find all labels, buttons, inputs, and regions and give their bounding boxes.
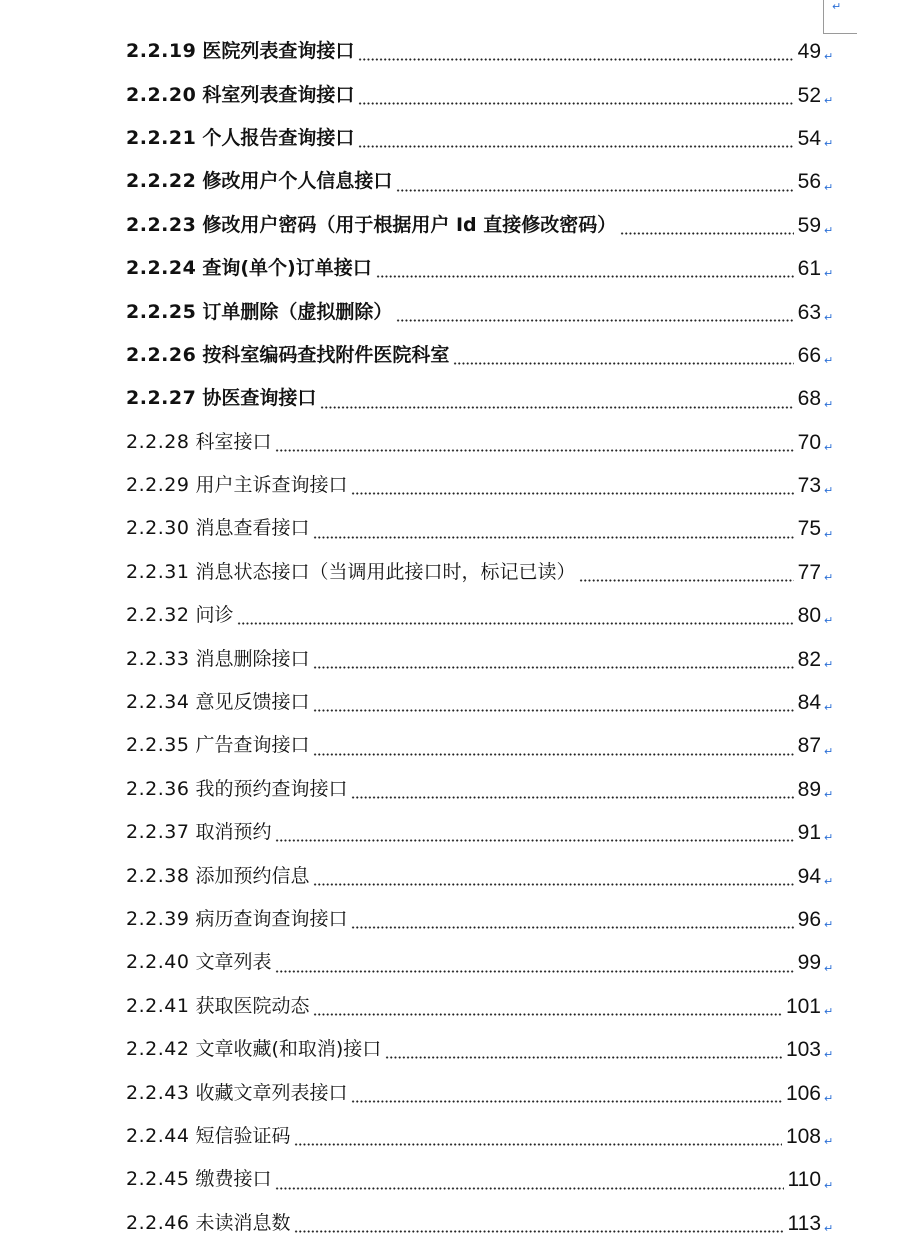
toc-entry-number: 2.2.30	[126, 517, 190, 540]
toc-dot-leader	[396, 319, 793, 322]
toc-entry[interactable]	[126, 507, 836, 550]
toc-entry-title: 修改用户个人信息接口	[202, 170, 393, 193]
toc-entry-number: 2.2.29	[126, 474, 190, 497]
paragraph-mark-icon: ↵	[832, 0, 842, 13]
toc-entry[interactable]	[126, 1028, 836, 1071]
toc-entry-page: 66	[797, 343, 821, 367]
toc-entry-title: 问诊	[195, 604, 234, 627]
toc-entry[interactable]	[126, 637, 836, 680]
toc-dot-leader	[275, 970, 793, 973]
toc-entry-page: 94	[797, 864, 821, 888]
toc-entry-page: 59	[797, 213, 821, 237]
toc-entry[interactable]	[126, 334, 836, 377]
toc-entry-page: 63	[797, 300, 821, 324]
toc-entry-title: 取消预约	[195, 821, 272, 844]
toc-entry[interactable]	[126, 724, 836, 767]
paragraph-mark-icon: ↵	[824, 744, 834, 758]
toc-entry-number: 2.2.38	[126, 864, 190, 887]
toc-entry-title: 订单删除（虚拟删除）	[202, 300, 393, 323]
paragraph-mark-icon: ↵	[824, 961, 834, 975]
toc-entry-number: 2.2.23	[126, 213, 197, 236]
toc-entry-title: 文章收藏(和取消)接口	[195, 1038, 382, 1061]
toc-entry-page: 52	[797, 83, 821, 107]
toc-dot-leader	[453, 362, 793, 365]
toc-entry-page: 77	[797, 560, 821, 584]
toc-entry[interactable]	[126, 1071, 836, 1114]
toc-entry-title: 医院列表查询接口	[202, 40, 355, 63]
toc-entry-page: 99	[797, 951, 821, 975]
toc-entry-title: 科室列表查询接口	[202, 83, 355, 106]
toc-entry-title: 文章列表	[195, 951, 272, 974]
toc-dot-leader	[275, 839, 793, 842]
toc-entry-page: 96	[797, 908, 821, 931]
paragraph-mark-icon: ↵	[824, 93, 834, 107]
toc-entry-title: 短信验证码	[195, 1124, 291, 1147]
toc-entry-number: 2.2.42	[126, 1038, 190, 1061]
toc-entry[interactable]	[126, 117, 836, 160]
toc-entry-title: 病历查询查询接口	[195, 908, 348, 930]
paragraph-mark-icon: ↵	[824, 527, 834, 541]
toc-entry-title: 缴费接口	[195, 1168, 272, 1191]
toc-dot-leader	[376, 275, 794, 278]
toc-entry-title: 消息查看接口	[195, 517, 310, 540]
paragraph-mark-icon: ↵	[824, 918, 834, 932]
toc-dot-leader	[294, 1143, 782, 1146]
toc-entry-page: 103	[785, 1038, 821, 1062]
toc-entry-number: 2.2.40	[126, 951, 190, 974]
toc-entry-page: 113	[787, 1211, 821, 1235]
toc-entry-number: 2.2.27	[126, 387, 197, 410]
toc-entry[interactable]	[126, 985, 836, 1028]
toc-entry[interactable]	[126, 681, 836, 724]
toc-entry-page: 101	[785, 994, 821, 1018]
toc-entry-page: 49	[797, 40, 821, 64]
toc-dot-leader	[313, 536, 793, 539]
paragraph-mark-icon: ↵	[824, 223, 834, 237]
toc-entry-title: 广告查询接口	[195, 734, 310, 757]
toc-entry-number: 2.2.26	[126, 343, 197, 366]
table-of-contents	[126, 30, 836, 1245]
toc-entry-page: 91	[797, 821, 821, 845]
toc-entry[interactable]	[126, 1202, 836, 1245]
paragraph-mark-icon: ↵	[824, 1091, 834, 1105]
toc-entry-page: 106	[785, 1081, 821, 1105]
toc-dot-leader	[579, 579, 793, 582]
toc-entry-title: 获取医院动态	[195, 994, 310, 1017]
toc-entry-title: 添加预约信息	[195, 864, 310, 887]
toc-entry-page: 108	[785, 1124, 821, 1148]
paragraph-mark-icon: ↵	[824, 1178, 834, 1192]
toc-entry-title: 我的预约查询接口	[195, 777, 348, 800]
toc-dot-leader	[320, 406, 793, 409]
toc-entry-page: 80	[797, 604, 821, 628]
toc-entry-number: 2.2.24	[126, 257, 197, 280]
toc-dot-leader	[351, 926, 793, 929]
toc-dot-leader	[275, 449, 793, 452]
paragraph-mark-icon: ↵	[824, 788, 834, 802]
toc-entry-page: 73	[797, 474, 821, 498]
toc-entry-number: 2.2.35	[126, 734, 190, 757]
page-margin-corner	[823, 0, 857, 34]
toc-entry[interactable]	[126, 898, 836, 941]
toc-entry-page: 84	[797, 691, 821, 715]
paragraph-mark-icon: ↵	[824, 1048, 834, 1062]
paragraph-mark-icon: ↵	[824, 484, 834, 498]
toc-entry-number: 2.2.31	[126, 560, 190, 583]
toc-entry-number: 2.2.34	[126, 691, 190, 714]
toc-entry-title: 用户主诉查询接口	[195, 474, 348, 497]
toc-entry[interactable]	[126, 768, 836, 811]
toc-entry-title: 意见反馈接口	[195, 691, 310, 714]
toc-entry[interactable]	[126, 464, 836, 507]
toc-entry-page: 61	[797, 257, 821, 281]
toc-entry-number: 2.2.44	[126, 1124, 190, 1147]
toc-entry[interactable]	[126, 30, 836, 73]
toc-dot-leader	[358, 58, 793, 61]
paragraph-mark-icon: ↵	[824, 354, 834, 368]
toc-entry-title: 消息状态接口（当调用此接口时，标记已读）	[195, 560, 576, 583]
toc-entry-number: 2.2.32	[126, 604, 190, 627]
toc-entry-title: 查询(单个)订单接口	[202, 257, 372, 280]
toc-dot-leader	[313, 709, 793, 712]
toc-entry-number: 2.2.21	[126, 126, 197, 149]
toc-entry[interactable]	[126, 160, 836, 203]
toc-dot-leader	[294, 1230, 783, 1233]
paragraph-mark-icon: ↵	[824, 701, 834, 715]
toc-entry[interactable]	[126, 854, 836, 897]
toc-dot-leader	[237, 622, 793, 625]
paragraph-mark-icon: ↵	[824, 657, 834, 671]
toc-entry[interactable]	[126, 551, 836, 594]
toc-entry-number: 2.2.28	[126, 430, 190, 453]
toc-entry[interactable]	[126, 377, 836, 420]
paragraph-mark-icon: ↵	[824, 874, 834, 888]
toc-entry-page: 68	[797, 387, 821, 411]
toc-entry-number: 2.2.37	[126, 821, 190, 844]
toc-entry-page: 110	[787, 1168, 821, 1192]
paragraph-mark-icon: ↵	[824, 267, 834, 281]
toc-entry[interactable]	[126, 941, 836, 984]
toc-entry[interactable]	[126, 204, 836, 247]
toc-entry-page: 70	[797, 430, 821, 454]
toc-dot-leader	[313, 1013, 782, 1016]
toc-entry-title: 收藏文章列表接口	[195, 1081, 348, 1104]
paragraph-mark-icon: ↵	[824, 137, 834, 151]
toc-entry[interactable]	[126, 1158, 836, 1201]
toc-entry-number: 2.2.36	[126, 777, 190, 800]
toc-entry-title: 未读消息数	[195, 1211, 291, 1234]
toc-entry-page: 56	[797, 170, 821, 194]
toc-dot-leader	[620, 232, 793, 235]
toc-dot-leader	[351, 492, 793, 495]
toc-entry-title: 科室接口	[195, 430, 272, 453]
toc-entry-number: 2.2.46	[126, 1211, 190, 1234]
paragraph-mark-icon: ↵	[824, 440, 834, 454]
toc-entry[interactable]	[126, 247, 836, 290]
toc-entry-page: 87	[797, 734, 821, 758]
toc-entry-number: 2.2.20	[126, 83, 197, 106]
toc-entry[interactable]	[126, 73, 836, 116]
toc-dot-leader	[358, 102, 793, 105]
paragraph-mark-icon: ↵	[824, 1004, 834, 1018]
toc-entry-title: 修改用户密码（用于根据用户 Id 直接修改密码）	[202, 213, 617, 236]
toc-entry-number: 2.2.33	[126, 647, 190, 670]
toc-entry-title: 按科室编码查找附件医院科室	[202, 343, 450, 366]
toc-entry-number: 2.2.45	[126, 1168, 190, 1191]
toc-entry-page: 82	[797, 647, 821, 671]
toc-dot-leader	[351, 796, 793, 799]
toc-entry-number: 2.2.41	[126, 994, 190, 1017]
toc-dot-leader	[351, 1100, 782, 1103]
toc-entry[interactable]	[126, 421, 836, 464]
toc-dot-leader	[313, 666, 793, 669]
toc-entry-number: 2.2.43	[126, 1081, 190, 1104]
toc-entry-title: 协医查询接口	[202, 387, 317, 410]
paragraph-mark-icon: ↵	[824, 614, 834, 628]
paragraph-mark-icon: ↵	[824, 1221, 834, 1235]
paragraph-mark-icon: ↵	[824, 50, 834, 64]
toc-entry-number: 2.2.25	[126, 300, 197, 323]
toc-dot-leader	[358, 145, 793, 148]
toc-entry[interactable]	[126, 594, 836, 637]
paragraph-mark-icon: ↵	[824, 397, 834, 411]
paragraph-mark-icon: ↵	[824, 831, 834, 845]
toc-dot-leader	[385, 1056, 782, 1059]
toc-dot-leader	[275, 1187, 783, 1190]
paragraph-mark-icon: ↵	[824, 571, 834, 585]
toc-entry-page: 75	[797, 517, 821, 541]
toc-dot-leader	[313, 753, 793, 756]
toc-entry-title: 消息删除接口	[195, 647, 310, 670]
toc-entry-number: 2.2.19	[126, 40, 197, 63]
toc-entry-number: 2.2.22	[126, 170, 197, 193]
toc-entry-title: 个人报告查询接口	[202, 126, 355, 149]
toc-entry[interactable]	[126, 290, 836, 333]
toc-entry[interactable]	[126, 1115, 836, 1158]
toc-entry-page: 54	[797, 126, 821, 150]
paragraph-mark-icon: ↵	[824, 310, 834, 324]
toc-dot-leader	[396, 189, 793, 192]
toc-dot-leader	[313, 883, 793, 886]
toc-entry-page: 89	[797, 777, 821, 801]
paragraph-mark-icon: ↵	[824, 1135, 834, 1149]
toc-entry-number: 2.2.39	[126, 908, 190, 930]
paragraph-mark-icon: ↵	[824, 180, 834, 194]
toc-entry[interactable]	[126, 811, 836, 854]
